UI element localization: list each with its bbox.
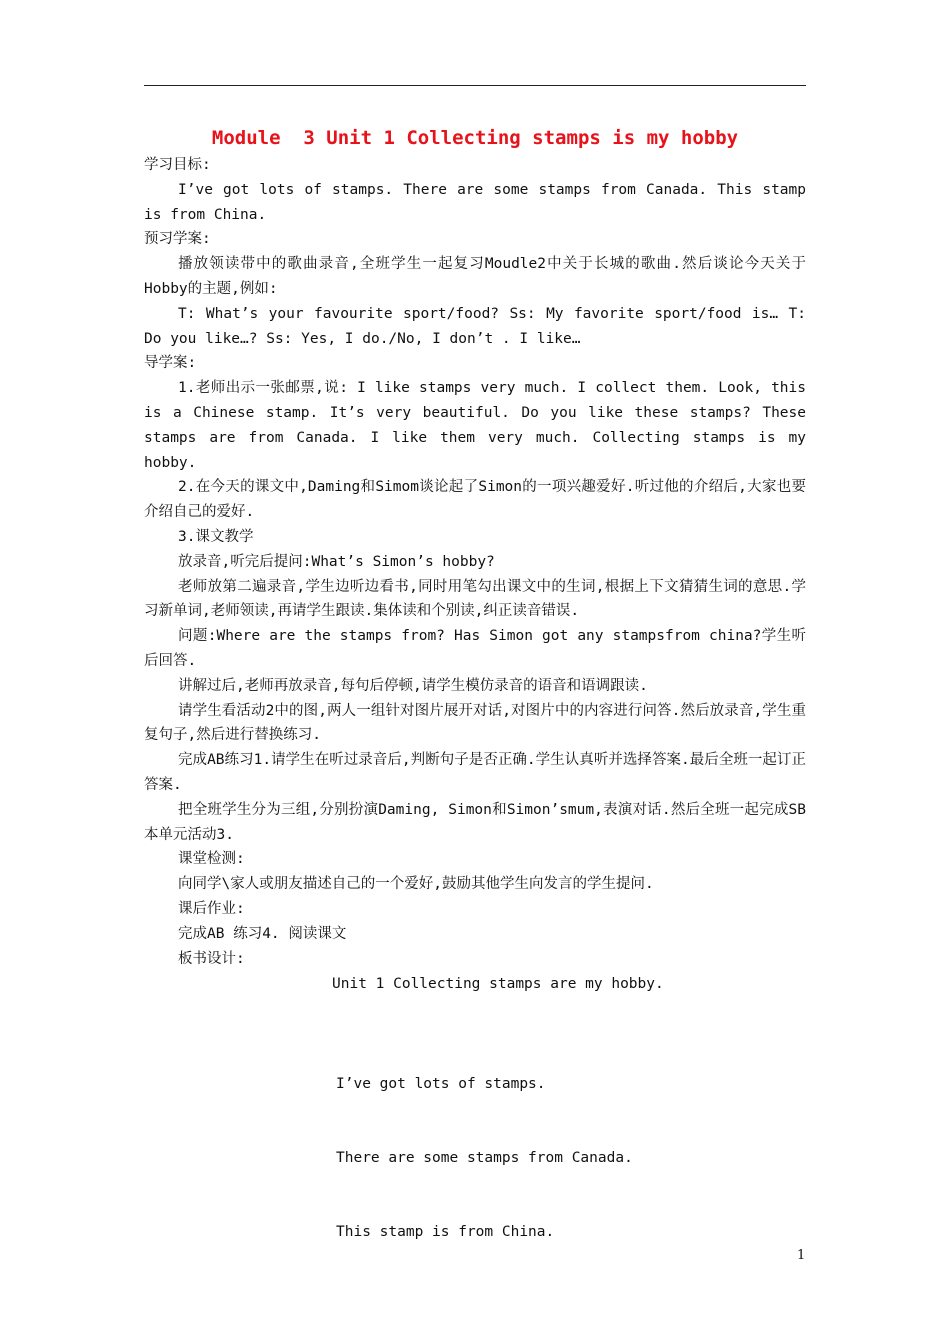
board-line: I’ve got lots of stamps. — [336, 1075, 546, 1092]
guide-item-3a: 放录音,听完后提问:What’s Simon’s hobby? — [178, 553, 495, 570]
guide-item-3f: 完成AB练习1.请学生在听过录音后,判断句子是否正确.学生认真听并选择答案.最后全班一起订正答案. — [144, 752, 806, 793]
header-rule — [144, 85, 806, 86]
board-title: Unit 1 Collecting stamps are my hobby. — [332, 976, 664, 992]
preview-text-2: T: What’s your favourite sport/food? Ss: My favorite sport/food is… T: Do you like…? Ss: Yes, I do./No, I don’t . I like… — [144, 305, 806, 347]
guide-item-1: 1.老师出示一张邮票,说: I like stamps very much. I collect them. Look, this is a Chinese stamp. It’s very beautiful. Do you like these stamps? These stamps are from Canada. I like them very much. Collecting stamps is my hobby. — [144, 380, 806, 471]
page-number: 1 — [797, 1248, 806, 1263]
objectives-heading: 学习目标: — [144, 157, 211, 173]
board-line: There are some stamps from Canada. — [336, 1149, 633, 1166]
guide-item-3d: 讲解过后,老师再放录音,每句后停顿,请学生模仿录音的语音和语调跟读. — [178, 677, 648, 694]
board-heading: 板书设计: — [178, 950, 245, 967]
guide-item-3e: 请学生看活动2中的图,两人一组针对图片展开对话,对图片中的内容进行问答.然后放录音,学生重复句子,然后进行替换练习. — [144, 702, 806, 744]
board-lines — [336, 1022, 633, 1270]
guide-heading: 导学案: — [144, 355, 197, 372]
guide-item-3b: 老师放第二遍录音,学生边听边看书,同时用笔勾出课文中的生词,根据上下文猜猜生词的意思.学习新单词,老师领读,再请学生跟读.集体读和个别读,纠正读音错误. — [144, 578, 806, 620]
guide-item-2: 2.在今天的课文中,Daming和Simom谈论起了Simon的一项兴趣爱好.听过他的介绍后,大家也要介绍自己的爱好. — [144, 479, 806, 521]
objectives-text: I’ve got lots of stamps. There are some stamps from Canada. This stamp is from China. — [144, 181, 806, 223]
guide-item-3c: 问题:Where are the stamps from? Has Simon got any stampsfrom china?学生听后回答. — [144, 628, 806, 669]
guide-item-3: 3.课文教学 — [178, 528, 254, 545]
preview-heading: 预习学案: — [144, 231, 211, 248]
document-body — [144, 123, 806, 971]
check-heading: 课堂检测: — [178, 851, 245, 868]
guide-item-3g: 把全班学生分为三组,分别扮演Daming, Simon和Simon’smum,表演对话.然后全班一起完成SB本单元活动3. — [144, 801, 806, 843]
check-text: 向同学\家人或朋友描述自己的一个爱好,鼓励其他学生向发言的学生提问. — [178, 876, 654, 893]
homework-text: 完成AB 练习4. 阅读课文 — [178, 925, 347, 942]
page-title: Module 3 Unit 1 Collecting stamps is my hobby — [211, 127, 739, 149]
preview-text-1: 播放领读带中的歌曲录音,全班学生一起复习Moudle2中关于长城的歌曲.然后谈论今天关于Hobby的主题,例如: — [144, 256, 806, 297]
board-line: This stamp is from China. — [336, 1224, 555, 1241]
homework-heading: 课后作业: — [178, 900, 245, 917]
